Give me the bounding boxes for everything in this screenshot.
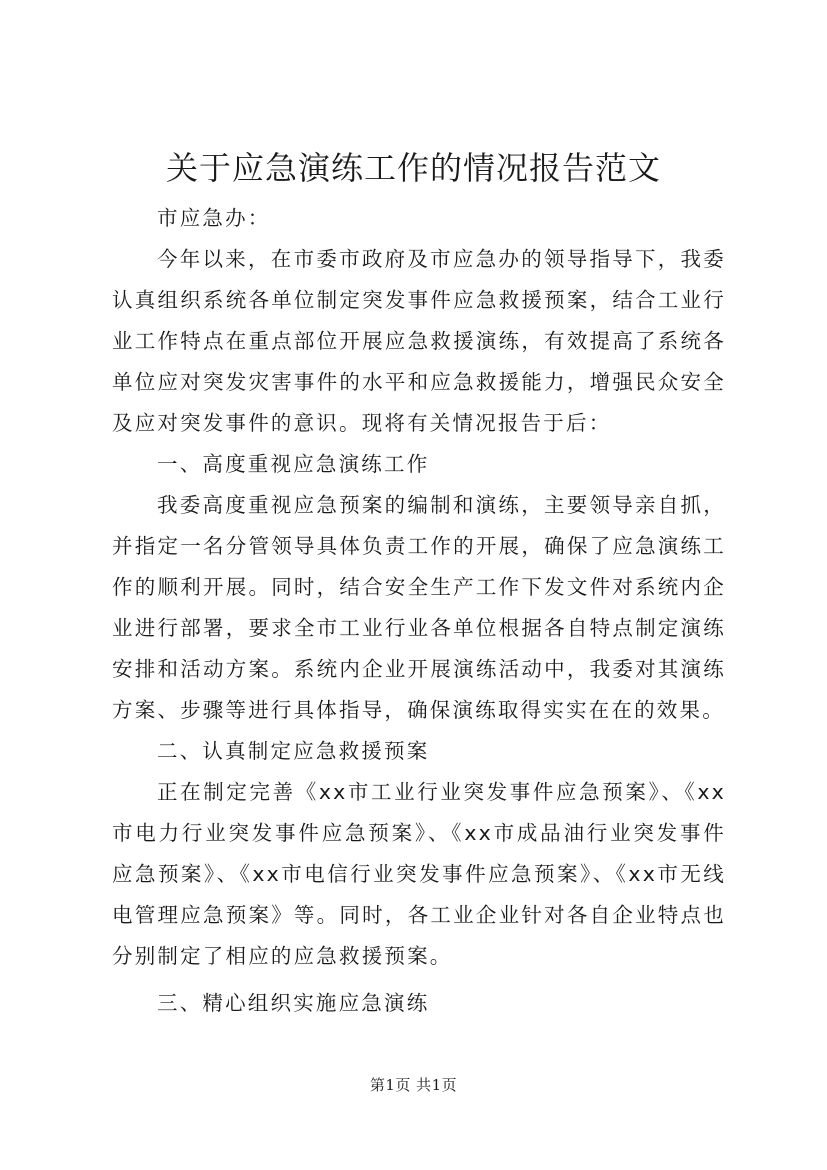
paragraph-section-2: 正在制定完善《xx市工业行业突发事件应急预案》、《xx市电力行业突发事件应急预案》、《xx市成品油行业突发事件应急预案》、《xx市电信行业突发事件应急预案》、《xx市无线电管理应急预案》等。同时，各工业企业针对各自企业特点也分别制定了相应的应急救援预案。 — [112, 780, 726, 968]
salutation: 市应急办： — [157, 206, 271, 230]
section-heading-2: 二、认真制定应急救援预案 — [157, 739, 430, 763]
page-footer: 第1页 共1页 — [369, 1076, 458, 1094]
section-heading-3: 三、精心组织实施应急演练 — [157, 991, 430, 1015]
document-title: 关于应急演练工作的情况报告范文 — [165, 149, 661, 187]
section-heading-1: 一、高度重视应急演练工作 — [157, 452, 430, 476]
paragraph-section-1: 我委高度重视应急预案的编制和演练，主要领导亲自抓，并指定一名分管领导具体负责工作的开展，确保了应急演练工作的顺利开展。同时，结合安全生产工作下发文件对系统内企业进行部署，要求全市工业行业各单位根据各自特点制定演练安排和活动方案。系统内企业开展演练活动中，我委对其演练方案、步骤等进行具体指导，确保演练取得实实在在的效果。 — [112, 493, 726, 722]
document-body — [112, 198, 726, 1024]
paragraph-intro: 今年以来，在市委市政府及市应急办的领导指导下，我委认真组织系统各单位制定突发事件应急救援预案，结合工业行业工作特点在重点部位开展应急救援演练，有效提高了系统各单位应对突发灾害事件的水平和应急救援能力，增强民众安全及应对突发事件的意识。现将有关情况报告于后： — [112, 247, 726, 435]
